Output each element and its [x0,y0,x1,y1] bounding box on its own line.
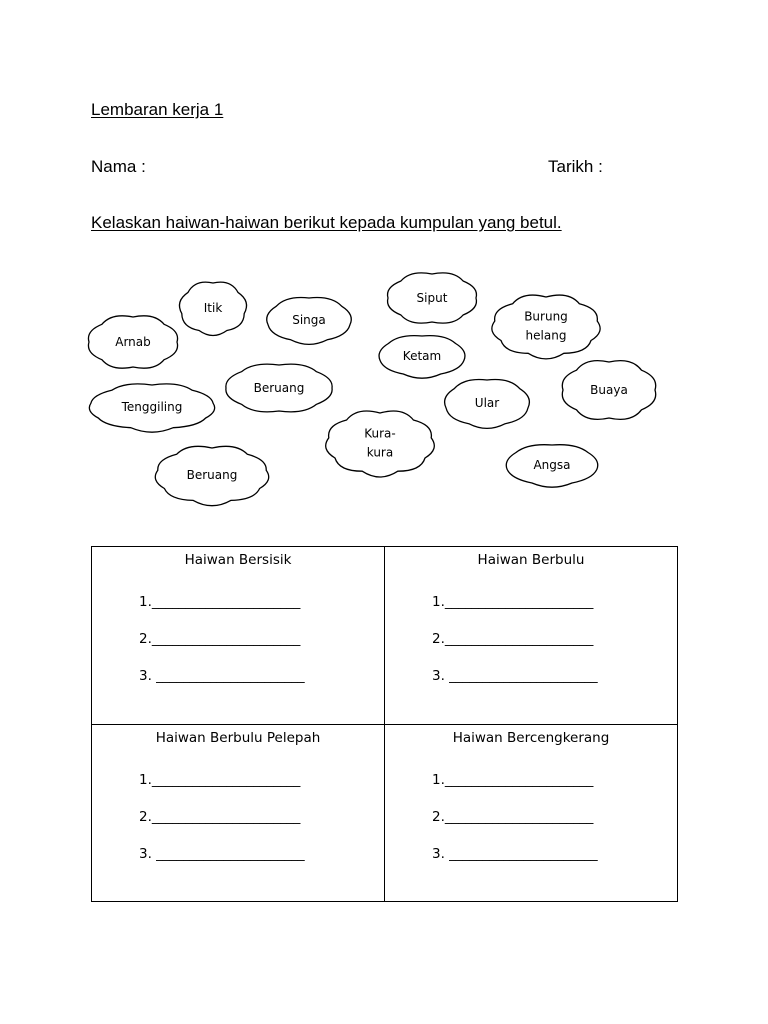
cloud-beruang-2 [155,446,268,505]
cloud-buaya [562,361,655,420]
cloud-arnab [88,316,177,368]
cloud-label: Itik [203,300,223,315]
cloud-ular [445,379,530,428]
group-title: Haiwan Berbulu Pelepah [155,729,321,746]
cloud-label: Kura-kura [364,426,396,459]
group-title: Haiwan Bersisik [184,552,292,568]
cloud-label: Beruang [253,380,305,395]
answer-line[interactable]: 2.______________________ [432,631,594,647]
instruction-text: Kelaskan haiwan-haiwan berikut kepada kumpulan yang betul. [91,213,562,232]
answer-line[interactable]: 2.______________________ [432,808,594,825]
answer-line[interactable]: 1.______________________ [139,594,301,610]
cloud-beruang [226,364,332,412]
answer-line[interactable]: 3. ______________________ [432,668,598,684]
answer-line[interactable]: 3. ______________________ [432,845,598,862]
group-title: Haiwan Bercengkerang [452,729,610,746]
worksheet-title: Lembaran kerja 1 [91,100,224,119]
cloud-burung-helang [492,295,600,359]
answer-line[interactable]: 1.______________________ [432,771,594,788]
cloud-itik [179,282,246,335]
date-label: Tarikh : [548,157,603,176]
cloud-label: Ular [474,395,500,410]
cloud-siput [388,273,477,323]
answer-line[interactable]: 1.______________________ [139,771,301,788]
group-cell-bercengkerang [385,724,678,902]
group-cell-berbulu-pelepah [92,724,385,902]
cloud-label: Buaya [590,382,628,397]
cloud-angsa [506,445,598,488]
cloud-label: Burung helang [524,309,568,342]
cloud-label: Arnab [115,334,151,349]
group-title: Haiwan Berbulu [477,552,585,568]
answer-line[interactable]: 2.______________________ [139,631,301,647]
name-label: Nama : [91,157,146,176]
cloud-kura-kura [326,411,435,477]
answer-line[interactable]: 2.______________________ [139,808,301,825]
answer-line[interactable]: 3. ______________________ [139,845,305,862]
cloud-label: Singa [292,312,326,327]
answer-line[interactable]: 3. ______________________ [139,668,305,684]
cloud-label: Siput [416,290,448,305]
cloud-tenggiling [89,384,214,432]
classification-table [91,546,678,902]
cloud-label: Tenggiling [121,399,183,414]
group-cell-bersisik [92,547,385,725]
group-cell-berbulu [385,547,678,725]
cloud-label: Beruang [186,467,238,482]
cloud-singa [267,298,352,345]
cloud-label: Ketam [402,348,442,363]
cloud-label: Angsa [533,457,571,472]
cloud-ketam [379,336,465,379]
answer-line[interactable]: 1.______________________ [432,594,594,610]
